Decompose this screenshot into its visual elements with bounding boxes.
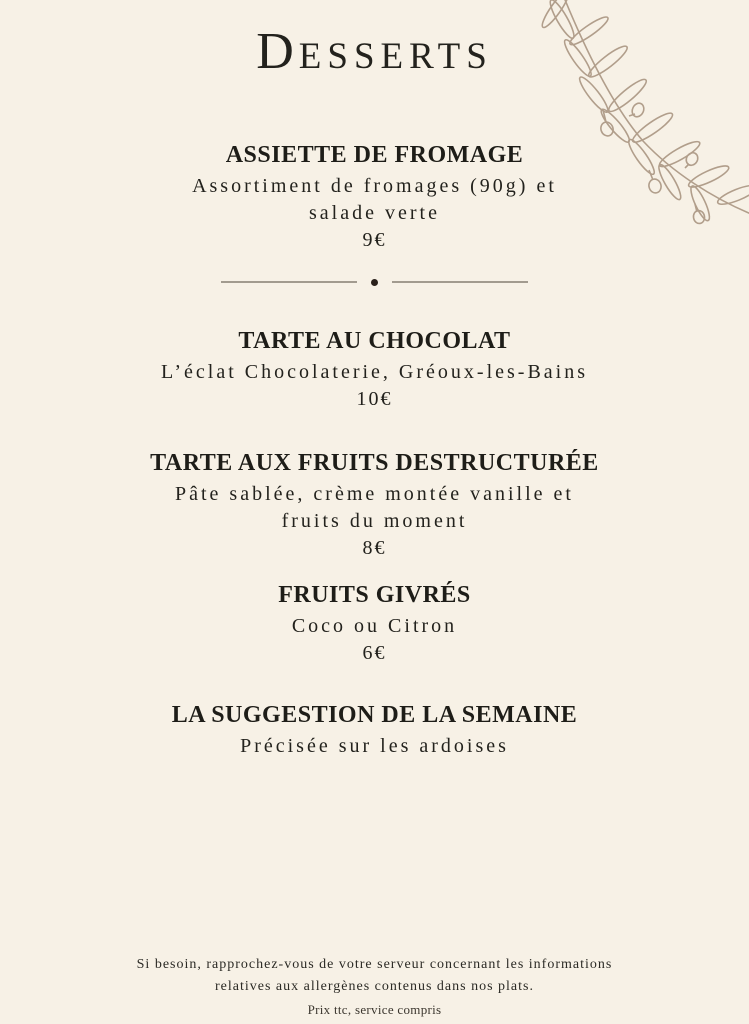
menu-item-tarte-au-chocolat	[0, 326, 749, 413]
menu-item-description-line: Pâte sablée, crème montée vanille et	[175, 483, 574, 505]
menu-item-fruits-givres	[0, 580, 749, 667]
menu-item-tarte-aux-fruits	[0, 448, 749, 562]
menu-item-name: FRUITS GIVRÉS	[278, 582, 471, 608]
footer	[0, 954, 749, 1020]
section-divider	[0, 278, 749, 286]
allergen-notice-line: relatives aux allergènes contenus dans nos plats.	[215, 979, 534, 994]
divider-dot	[371, 279, 378, 286]
divider-line-left	[221, 281, 357, 283]
menu-item-description-line: Coco ou Citron	[291, 615, 458, 637]
menu-item-description-line: fruits du moment	[281, 510, 468, 532]
menu-item-description-line: Précisée sur les ardoises	[240, 735, 509, 757]
page-title-rest: ESSERTS	[298, 36, 493, 77]
menu-item-assiette-de-fromage	[0, 140, 749, 254]
page-title-initial: D	[256, 23, 299, 80]
menu-item-name: TARTE AUX FRUITS DESTRUCTURÉE	[150, 450, 599, 476]
menu-item-name: ASSIETTE DE FROMAGE	[225, 142, 524, 168]
menu-item-price: 8€	[362, 537, 387, 559]
menu-item-description-line: Assortiment de fromages (90g) et	[192, 175, 557, 197]
menu-item-description-line: L’éclat Chocolaterie, Gréoux-les-Bains	[160, 361, 589, 383]
menu-item-suggestion-semaine	[0, 700, 749, 760]
price-notice: Prix ttc, service compris	[307, 1002, 442, 1017]
menu-item-price: 6€	[362, 642, 387, 664]
page-title	[0, 24, 749, 85]
menu-item-name: LA SUGGESTION DE LA SEMAINE	[171, 702, 578, 728]
menu-item-name: TARTE AU CHOCOLAT	[238, 328, 511, 354]
menu-item-description-line: salade verte	[309, 202, 440, 224]
divider-line-right	[392, 281, 528, 283]
menu-item-price: 9€	[362, 229, 387, 251]
menu-item-price: 10€	[356, 388, 393, 410]
allergen-notice-line: Si besoin, rapprochez-vous de votre serveur concernant les informations	[136, 957, 613, 972]
